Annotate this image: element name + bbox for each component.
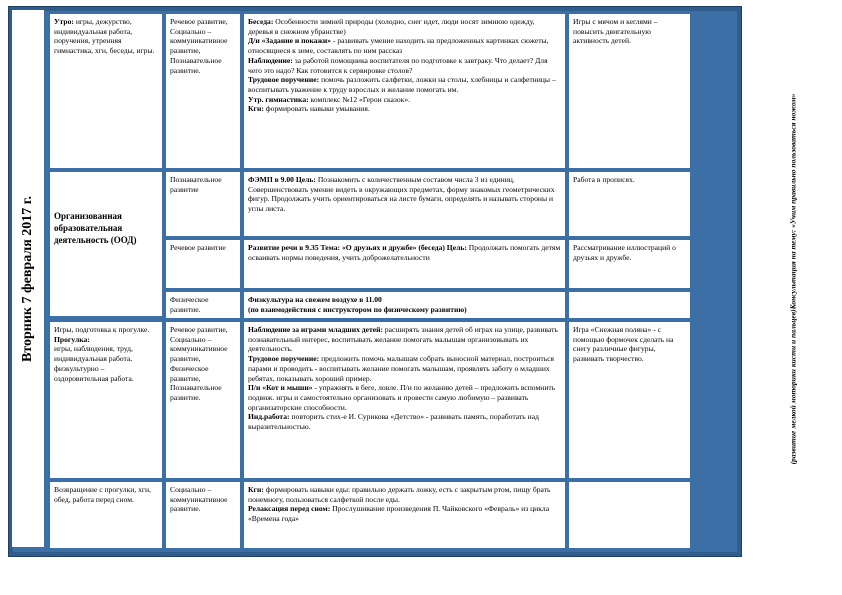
content-text: помочь разложить салфетки, ложки на столы, хлебницы и салфетницы – воспитывать уважение к труду взрослых и желание помогать им. (248, 75, 556, 95)
content-text: комплекс №12 «Герои сказок». (308, 94, 411, 104)
content-heading: Трудовое поручение: (248, 75, 320, 85)
activity-title: Прогулка: (54, 334, 90, 344)
day-column (12, 10, 44, 547)
content-cell-morning (244, 14, 565, 168)
content-text: формировать навыки еды: правильно держать ложку, есть с закрытым ртом, пищу брать понемногу, пользоваться салфеткой после еды. (248, 485, 551, 504)
content-text: Познакомить с количественным составом числа 3 из единиц. Совершенствовать умение видеть в окружающих предметах, форму знакомых геометрических фигур. Продолжать учить ориентироваться на листе бумаги, определять и называть стороны и углы листа. (248, 175, 555, 214)
content-heading: Физкультура на свежем воздухе в 11.00 (248, 295, 382, 304)
content-heading: Наблюдение за играми младших детей: (248, 325, 383, 334)
content-text: Продолжать помогать детям осваивать нормы поведения, учить доброжелательности (248, 243, 561, 262)
content-cell-pe (244, 292, 565, 318)
content-heading: ФЭМП в 9.00 Цель: (248, 175, 316, 184)
content-cell-return (244, 482, 565, 548)
content-text: повторить стих-е И. Сурикова «Детство» - развивать память, поработать над выразительностью. (248, 412, 539, 432)
content-heading: Релаксация перед сном: (248, 504, 331, 514)
activity-cell-ood: Организованная образовательная деятельность (ООД) (50, 172, 162, 316)
areas-cell-morning: Речевое развитие, Социально – коммуникативное развитие, Познавательное развитие. (166, 14, 240, 168)
content-text: расширять знания детей об играх на улице, развивать познавательный интерес, воспитывать желание помогать малышам организовывать их деятельность. (248, 325, 558, 354)
content-heading: Кгн: (248, 485, 264, 494)
areas-cell-pe: Физическое развитие. (166, 292, 240, 318)
activity-cell-return: Возвращение с прогулки, хгн, обед, работа перед сном. (50, 482, 162, 548)
content-heading: Беседа: (248, 17, 274, 26)
activity-cell-walk (50, 322, 162, 478)
individual-cell-pe (569, 292, 690, 318)
content-heading: П/и «Кот и мыши» (248, 383, 313, 393)
content-text: предложить помочь малышам собрать выносной материал, построиться парами и проводить - воспитывать желание помогать малышам, проявлять заботу о младших ребятах, показывать хороший пример. (248, 354, 555, 383)
content-heading: Инд.работа: (248, 412, 290, 422)
content-cell-speech (244, 240, 565, 288)
areas-cell-femp: Познавательное развитие (166, 172, 240, 236)
day-label: Вторник 7 февраля 2017 г. (20, 195, 35, 362)
activity-title: Утро: (54, 17, 74, 26)
side-note-column (748, 10, 838, 547)
individual-cell-femp: Работа в прописях. (569, 172, 690, 236)
content-text: формировать навыки умывания. (263, 104, 370, 114)
content-heading: Утр. гимнастика: (248, 94, 309, 104)
content-heading: Трудовое поручение: (248, 354, 320, 364)
content-text: Прослушивание произведения П. Чайковского «Февраль» из цикла «Времена года» (248, 504, 550, 524)
side-note: (развитие мелкой моторики кисти и пальцев)Консультация на тему: «Учим правильно пользоваться ножом» (788, 93, 798, 464)
content-text: - упражнять в беге, ловле. П/и по желанию детей – предложить вспомнить подвиж. игры и самостоятельно организовать и провести самую любимую – развивать организаторские способности. (248, 383, 556, 412)
individual-cell-walk: Игра «Снежная поляна» - с помощью формочек сделать на снегу различные фигуры, развивать творчество. (569, 322, 690, 478)
individual-cell-speech: Рассматривание иллюстраций о друзьях и дружбе. (569, 240, 690, 288)
individual-cell-return (569, 482, 690, 548)
content-text: Особенности зимней природы (холодно, снег идет, люди носят зимнюю одежду, деревья в снежном убранстве) (248, 17, 535, 36)
content-heading: Развитие речи в 9.35 Тема: «О друзьях и дружбе» (беседа) Цель: (248, 243, 467, 252)
activity-text: игры, наблюдения, труд, индивидуальная работа, физкультурно – оздоровительная работа. (54, 344, 134, 383)
content-heading: Кгн: (248, 104, 264, 114)
activity-text: Игры, подготовка к прогулке. (54, 325, 150, 334)
areas-cell-speech: Речевое развитие (166, 240, 240, 288)
content-text: (по взаимодействия с инструктором по физическому развитию) (248, 304, 467, 314)
content-heading: Д/и «Задание и покажи» (248, 36, 332, 46)
content-text: - развивать умение находить на предложенных картинках сюжеты, относящиеся к зиме, составлять по ним рассказ (248, 36, 549, 56)
areas-cell-walk: Речевое развитие, Социально – коммуникативное развитие, Физическое развитие, Познавательное развитие. (166, 322, 240, 478)
content-text: за работой помощника воспитателя по подготовке к завтраку. Что делает? Для чего это надо? Как готовится к сервировке столов? (248, 55, 548, 75)
content-heading: Наблюдение: (248, 55, 293, 65)
activity-cell-morning (50, 14, 162, 168)
content-cell-femp (244, 172, 565, 236)
activity-text: игры, дежурство, индивидуальная работа, поручения, утренняя гимнастика, хгн, беседы, игры. (54, 17, 155, 56)
areas-cell-return: Социально – коммуникативное развитие. (166, 482, 240, 548)
content-cell-walk (244, 322, 565, 478)
individual-cell-morning: Игры с мячом и кеглями – повысить двигательную активность детей. (569, 14, 690, 168)
